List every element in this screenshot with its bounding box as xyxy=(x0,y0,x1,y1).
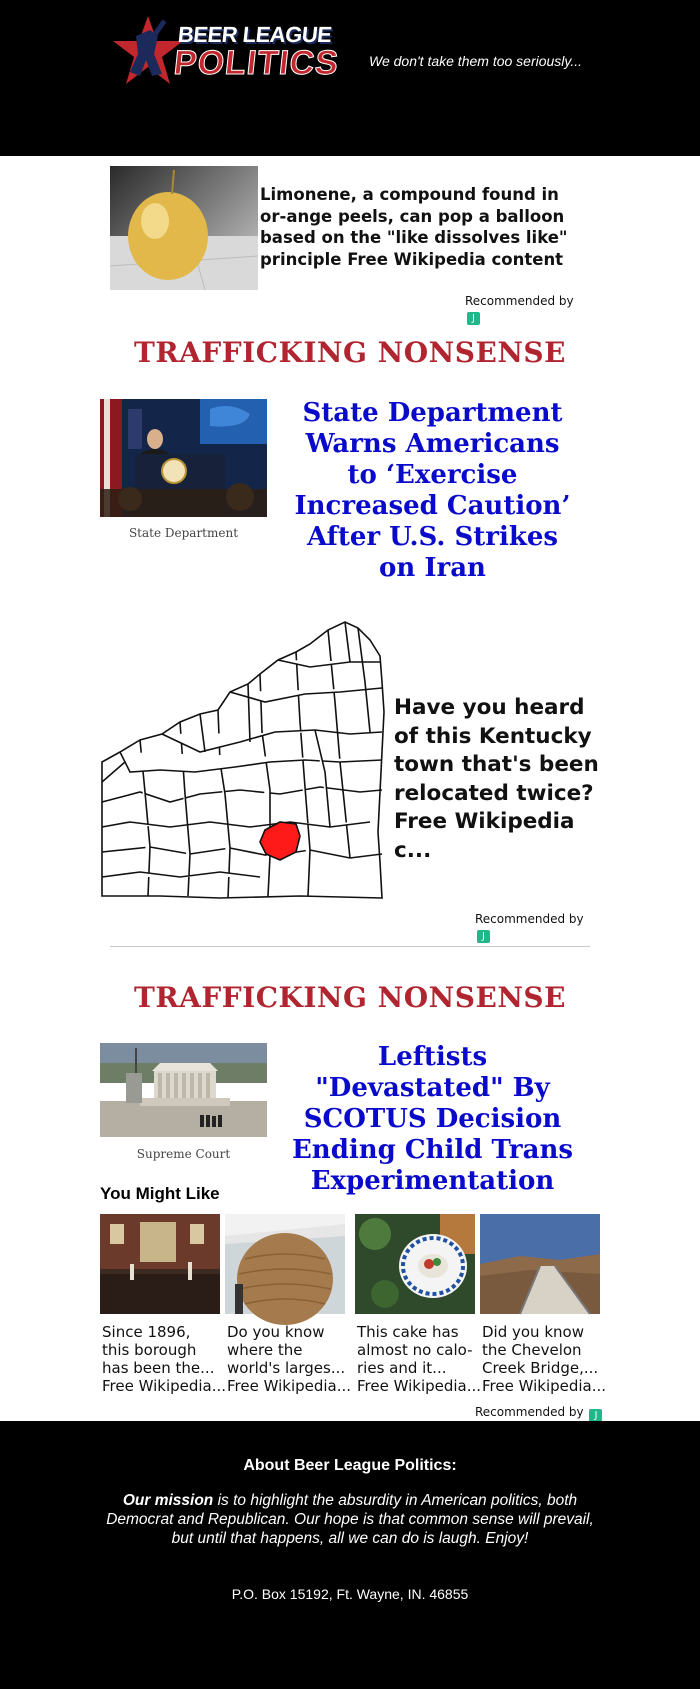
borough-photo-icon xyxy=(100,1214,220,1314)
recommended-card[interactable] xyxy=(100,1214,227,1395)
recommended-card[interactable] xyxy=(480,1214,607,1395)
footer xyxy=(0,1421,700,1689)
you-might-like-title: You Might Like xyxy=(100,1184,220,1203)
mission-statement xyxy=(100,1491,600,1548)
recommended-by-label: Recommended by xyxy=(465,294,574,308)
section-title: TRAFFICKING NONSENSE xyxy=(134,981,566,1014)
ball-of-twine-photo-icon xyxy=(225,1214,345,1314)
card-line: world's larges... xyxy=(227,1359,346,1377)
card-line: has been the... xyxy=(102,1359,215,1377)
card-line: ries and it... xyxy=(357,1359,447,1377)
recommender-j-icon: J xyxy=(589,1409,602,1422)
image-caption: State Department xyxy=(128,526,239,540)
beer-league-politics-logo[interactable] xyxy=(110,14,341,96)
section-title: TRAFFICKING NONSENSE xyxy=(134,336,566,369)
card-line: the Chevelon xyxy=(482,1341,582,1359)
card-thumbnail[interactable] xyxy=(480,1214,600,1314)
card-line: this borough xyxy=(102,1341,197,1359)
divider xyxy=(110,946,590,947)
card-line: Free Wikipedia... xyxy=(227,1377,352,1395)
recommended-by[interactable] xyxy=(475,1405,602,1422)
card-thumbnail[interactable] xyxy=(355,1214,475,1314)
recommended-card[interactable] xyxy=(355,1214,482,1395)
headline-link-scotus[interactable]: Leftists "Devastated" By SCOTUS Decision Ending Child Trans Experimentation xyxy=(291,1042,574,1196)
recommended-by[interactable] xyxy=(475,912,600,943)
logo-text-politics: POLITICS xyxy=(172,44,341,82)
header xyxy=(0,0,700,156)
ad-title[interactable]: Limonene, a compound found in or-ange peels, can pop a balloon based on the "like dissolves like" principle Free Wikipedia content xyxy=(260,185,568,269)
image-caption: Supreme Court xyxy=(136,1147,231,1161)
card-line: Free Wikipedia... xyxy=(357,1377,482,1395)
card-line: Free Wikipedia... xyxy=(482,1377,607,1395)
sponsored-ad-limonene[interactable] xyxy=(110,166,590,324)
ad-title[interactable]: Have you heard of this Kentucky town that's been relocated twice? Free Wikipedia c... xyxy=(394,695,599,863)
ad-image-kentucky-map[interactable] xyxy=(100,622,385,902)
card-line: almost no calo- xyxy=(357,1341,473,1359)
card-line: Since 1896, xyxy=(102,1323,191,1341)
mailing-address: P.O. Box 15192, Ft. Wayne, IN. 46855 xyxy=(231,1586,469,1602)
balloon-photo-icon xyxy=(110,166,258,290)
logo-text-beer-league: BEER LEAGUE xyxy=(176,22,333,47)
recommended-by-label: Recommended by xyxy=(475,912,584,926)
bridge-photo-icon xyxy=(480,1214,600,1314)
card-line: Did you know xyxy=(482,1323,584,1341)
tagline: We don't take them too seriously... xyxy=(369,53,583,69)
recommended-by[interactable] xyxy=(465,294,590,325)
mission-bold-label: Our mission xyxy=(122,1492,214,1509)
card-text[interactable] xyxy=(480,1323,607,1395)
recommended-by-label: Recommended by xyxy=(475,1405,584,1419)
card-line: Do you know xyxy=(227,1323,325,1341)
recommended-card[interactable] xyxy=(225,1214,352,1395)
sponsored-ad-kentucky[interactable] xyxy=(100,622,600,942)
recommender-j-icon: J xyxy=(477,930,490,943)
recommender-j-icon: J xyxy=(467,312,480,325)
podium-photo-icon xyxy=(100,399,267,517)
card-line: Creek Bridge,... xyxy=(482,1359,599,1377)
card-thumbnail[interactable] xyxy=(100,1214,220,1314)
card-line: where the xyxy=(227,1341,303,1359)
story-image-supreme-court[interactable] xyxy=(100,1043,267,1137)
about-title: About Beer League Politics: xyxy=(243,1457,457,1474)
card-text[interactable] xyxy=(100,1323,227,1395)
supreme-court-photo-icon xyxy=(100,1043,267,1137)
headline-link-state-department[interactable]: State Department Warns Americans to ‘Exercise Increased Caution’ After U.S. Strikes on Iran xyxy=(294,398,571,583)
mission-text: is to highlight the absurdity in American politics, both Democrat and Republican. Our hope is that common sense will prevail, but until that happens, all we can do is laugh. Enjoy! xyxy=(106,1492,594,1547)
story-image-state-department[interactable] xyxy=(100,399,267,517)
ad-image-balloon[interactable] xyxy=(110,166,258,290)
card-line: Free Wikipedia... xyxy=(102,1377,227,1395)
cake-photo-icon xyxy=(355,1214,475,1314)
card-thumbnail[interactable] xyxy=(225,1214,345,1314)
card-line: This cake has xyxy=(357,1323,459,1341)
card-text[interactable] xyxy=(225,1323,352,1395)
card-text[interactable] xyxy=(355,1323,482,1395)
kentucky-map-icon xyxy=(100,622,385,902)
